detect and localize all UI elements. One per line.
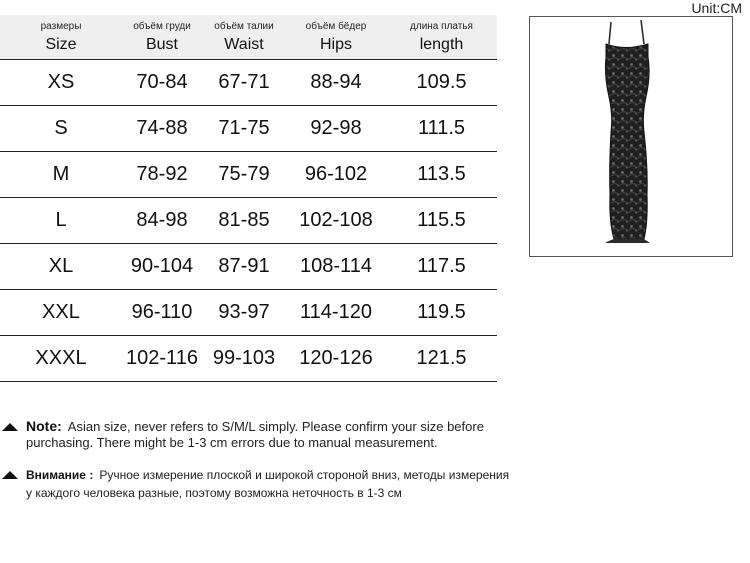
header-waist — [202, 15, 286, 59]
note-line-1: Asian size, never refers to S/M/L simply. Please confirm your size before — [67, 419, 484, 434]
length-cell: 115.5 — [417, 209, 466, 231]
header-hips-en: Hips — [319, 35, 352, 53]
waist-cell: 71-75 — [218, 117, 270, 139]
size-cell: M — [52, 163, 70, 185]
header-waist-en: Waist — [224, 35, 264, 53]
header-length-ru: длина платья — [410, 20, 473, 32]
hips-cell: 88-94 — [310, 71, 362, 93]
waist-cell: 67-71 — [218, 71, 270, 93]
note-ru-line-1: Ручное измерение плоской и широкой стороной вниз, методы измерения — [99, 468, 510, 482]
hips-cell: 96-102 — [304, 163, 368, 185]
table-row — [0, 106, 497, 152]
table-header — [0, 15, 497, 60]
table-row — [0, 152, 497, 198]
header-bust-ru: объём груди — [133, 20, 191, 32]
table-row — [0, 244, 497, 290]
warning-triangle-icon — [2, 423, 18, 431]
note-english — [0, 418, 520, 451]
size-cell: L — [55, 209, 67, 231]
hips-cell: 108-114 — [300, 255, 372, 277]
note-russian — [0, 466, 520, 502]
bust-cell: 74-88 — [136, 117, 188, 139]
dress-illustration — [530, 17, 732, 256]
warning-triangle-icon — [2, 471, 18, 479]
length-cell: 111.5 — [417, 117, 466, 139]
header-bust-en: Bust — [145, 35, 178, 53]
header-length — [386, 15, 497, 59]
length-cell: 119.5 — [417, 301, 466, 323]
waist-cell: 75-79 — [218, 163, 270, 185]
note-line-2: purchasing. There might be 1-3 cm errors due to manual measurement. — [26, 435, 438, 450]
bust-cell: 84-98 — [136, 209, 188, 231]
note-title: Note: — [26, 418, 62, 434]
header-hips — [286, 15, 386, 59]
bust-cell: 96-110 — [131, 301, 193, 323]
waist-cell: 93-97 — [218, 301, 270, 323]
size-chart-table — [0, 15, 497, 382]
hips-cell: 92-98 — [310, 117, 362, 139]
note-title-ru: Внимание : — [26, 468, 94, 482]
hips-cell: 120-126 — [299, 347, 373, 369]
bust-cell: 70-84 — [136, 71, 188, 93]
bust-cell: 102-116 — [126, 347, 198, 369]
header-length-en: length — [419, 35, 464, 53]
table-row — [0, 336, 497, 382]
waist-cell: 99-103 — [212, 347, 276, 369]
hips-cell: 114-120 — [300, 301, 372, 323]
header-size — [0, 15, 122, 59]
unit-label: Unit:CM — [691, 0, 742, 16]
header-size-en: Size — [45, 35, 77, 53]
table-row — [0, 290, 497, 336]
size-cell: XXL — [42, 301, 80, 323]
header-bust — [122, 15, 202, 59]
size-cell: XS — [47, 71, 75, 93]
table-row — [0, 198, 497, 244]
length-cell: 109.5 — [416, 71, 467, 93]
size-cell: XXXL — [35, 347, 87, 369]
length-cell: 121.5 — [416, 347, 467, 369]
bust-cell: 90-104 — [130, 255, 194, 277]
header-size-ru: размеры — [40, 20, 82, 32]
bust-cell: 78-92 — [136, 163, 188, 185]
table-row — [0, 60, 497, 106]
length-cell: 113.5 — [417, 163, 466, 185]
size-cell: S — [54, 117, 68, 139]
size-cell: XL — [48, 255, 74, 277]
waist-cell: 87-91 — [218, 255, 270, 277]
hips-cell: 102-108 — [299, 209, 373, 231]
note-ru-line-2: у каждого человека разные, поэтому возможна неточность в 1-3 см — [26, 486, 402, 500]
dress-photo — [529, 16, 733, 257]
header-hips-ru: объём бёдер — [305, 20, 367, 32]
waist-cell: 81-85 — [218, 209, 270, 231]
header-waist-ru: объём талии — [214, 20, 274, 32]
length-cell: 117.5 — [417, 255, 466, 277]
